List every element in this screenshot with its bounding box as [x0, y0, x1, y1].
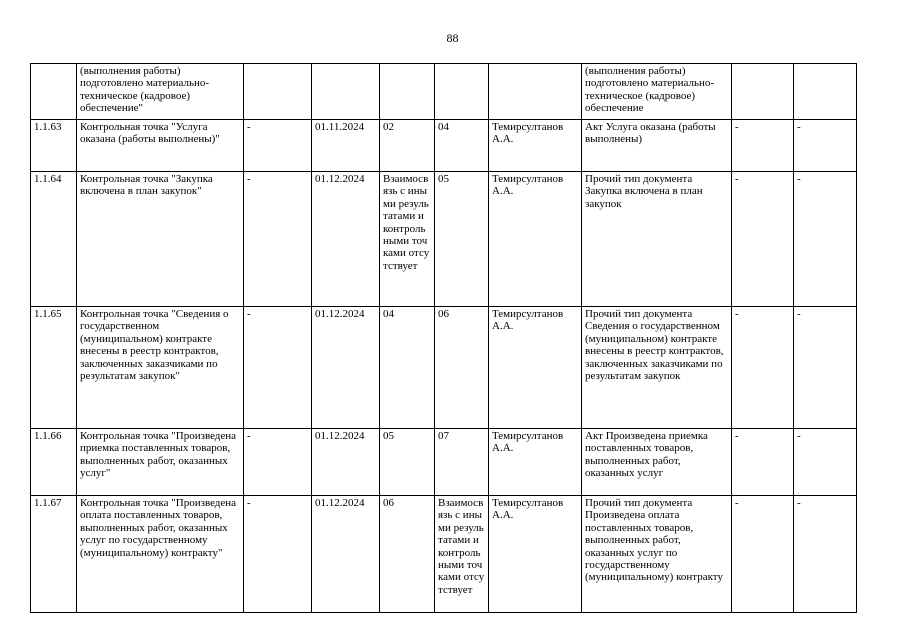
successor: Взаимосвязь с иными результатами и контрольными точками отсутствует [435, 496, 489, 613]
row-number: 1.1.64 [31, 172, 77, 307]
table-row [31, 64, 857, 120]
column-10-value: - [794, 120, 857, 172]
base-value: - [244, 120, 312, 172]
base-value: - [244, 172, 312, 307]
responsible-person: Темирсултанов А.А. [489, 120, 582, 172]
successor: 04 [435, 120, 489, 172]
base-value: - [244, 307, 312, 429]
document-type: Акт Услуга оказана (работы выполнены) [582, 120, 732, 172]
row-number [31, 64, 77, 120]
control-point-name: Контрольная точка "Закупка включена в план закупок" [77, 172, 244, 307]
predecessor: Взаимосвязь с иными результатами и контрольными точками отсутствует [380, 172, 435, 307]
successor: 05 [435, 172, 489, 307]
column-10-value: - [794, 496, 857, 613]
control-point-name: Контрольная точка "Сведения о государственном (муниципальном) контракте внесены в реестр контрактов, заключенных заказчиками по результатам закупок" [77, 307, 244, 429]
responsible-person [489, 64, 582, 120]
column-9-value: - [732, 307, 794, 429]
table-row [31, 172, 857, 307]
table-row [31, 120, 857, 172]
end-date: 01.11.2024 [312, 120, 380, 172]
row-number: 1.1.63 [31, 120, 77, 172]
end-date: 01.12.2024 [312, 172, 380, 307]
successor: 07 [435, 429, 489, 496]
document-type: (выполнения работы) подготовлено материально-техническое (кадровое) обеспечение [582, 64, 732, 120]
column-9-value: - [732, 429, 794, 496]
row-number: 1.1.67 [31, 496, 77, 613]
predecessor [380, 64, 435, 120]
control-point-name: Контрольная точка "Произведена оплата поставленных товаров, выполненных работ, оказанных услуг по государственному (муниципальному) контракту" [77, 496, 244, 613]
base-value: - [244, 429, 312, 496]
successor: 06 [435, 307, 489, 429]
row-number: 1.1.66 [31, 429, 77, 496]
end-date: 01.12.2024 [312, 429, 380, 496]
responsible-person: Темирсултанов А.А. [489, 307, 582, 429]
predecessor: 06 [380, 496, 435, 613]
column-10-value: - [794, 172, 857, 307]
end-date: 01.12.2024 [312, 496, 380, 613]
document-type: Прочий тип документа Закупка включена в план закупок [582, 172, 732, 307]
responsible-person: Темирсултанов А.А. [489, 172, 582, 307]
control-point-name: Контрольная точка "Услуга оказана (работы выполнены)" [77, 120, 244, 172]
table-row [31, 307, 857, 429]
end-date: 01.12.2024 [312, 307, 380, 429]
predecessor: 04 [380, 307, 435, 429]
successor [435, 64, 489, 120]
responsible-person: Темирсултанов А.А. [489, 429, 582, 496]
table-row [31, 496, 857, 613]
responsible-person: Темирсултанов А.А. [489, 496, 582, 613]
control-point-name: (выполнения работы) подготовлено материально-техническое (кадровое) обеспечение" [77, 64, 244, 120]
document-type: Прочий тип документа Произведена оплата поставленных товаров, выполненных работ, оказанных услуг по государственному (муниципальному) контракту [582, 496, 732, 613]
column-9-value: - [732, 172, 794, 307]
document-type: Акт Произведена приемка поставленных товаров, выполненных работ, оказанных услуг [582, 429, 732, 496]
end-date [312, 64, 380, 120]
column-10-value: - [794, 429, 857, 496]
column-10-value [794, 64, 857, 120]
page-number: 88 [446, 31, 459, 45]
table-row [31, 429, 857, 496]
control-points-table [30, 63, 857, 613]
column-9-value: - [732, 120, 794, 172]
row-number: 1.1.65 [31, 307, 77, 429]
base-value [244, 64, 312, 120]
document-type: Прочий тип документа Сведения о государственном (муниципальном) контракте внесены в реестр контрактов, заключенных заказчиками по результатам закупок [582, 307, 732, 429]
base-value: - [244, 496, 312, 613]
column-9-value [732, 64, 794, 120]
predecessor: 02 [380, 120, 435, 172]
column-9-value: - [732, 496, 794, 613]
control-point-name: Контрольная точка "Произведена приемка поставленных товаров, выполненных работ, оказанных услуг" [77, 429, 244, 496]
predecessor: 05 [380, 429, 435, 496]
column-10-value: - [794, 307, 857, 429]
